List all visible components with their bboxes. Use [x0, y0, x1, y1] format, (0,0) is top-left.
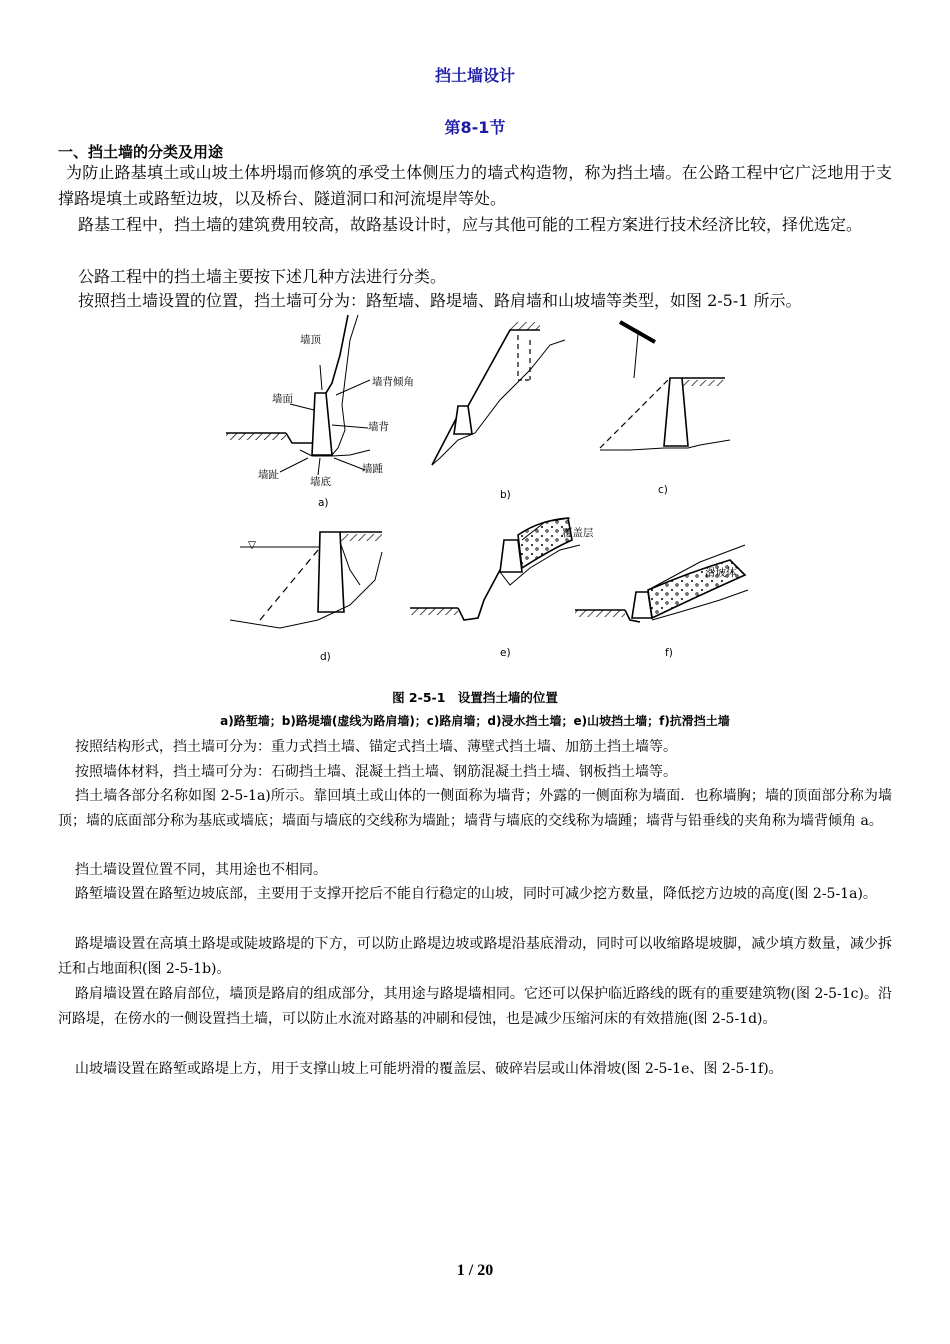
label-huapoti: 滑坡体	[705, 567, 737, 579]
page-number: 1 / 20	[456, 1262, 494, 1279]
figure-caption: 图 2-5-1 设置挡土墙的位置	[392, 690, 558, 705]
label-qiangbeiqingjiao: 墙背倾角	[372, 376, 414, 388]
paragraph-position: 按照挡土墙设置的位置，挡土墙可分为：路堑墙、路堤墙、路肩墙和山坡墙等类型，如图 2-5-1 所示。	[78, 291, 802, 310]
paragraph-intro: 为防止路基填土或山坡土体坍塌而修筑的承受土体侧压力的墙式构造物，称为挡土墙。在公路工程中它广泛地用于支撑路堤填土或路堑边坡，以及桥台、隧道洞口和河流堤岸等处。	[58, 163, 892, 208]
sub-label-e: e)	[500, 647, 511, 659]
label-qiangbei: 墙背	[368, 421, 389, 433]
diagram-c	[600, 322, 730, 450]
label-qiangdi: 墙底	[310, 476, 331, 488]
label-water-level: ▽	[248, 539, 257, 551]
label-qiangzhong: 墙踵	[362, 463, 383, 475]
paragraph-usage: 挡土墙设置位置不同，其用途也不相同。	[75, 862, 327, 878]
retaining-wall-figure	[200, 300, 780, 730]
sub-label-c: c)	[658, 484, 668, 496]
label-qiangzhi: 墙趾	[258, 469, 279, 481]
diagram-f	[575, 545, 748, 622]
sub-label-d: d)	[320, 651, 331, 663]
page-title: 挡土墙设计	[434, 66, 515, 85]
paragraph-embankment-wall: 路堤墙设置在高填土路堤或陡坡路堤的下方，可以防止路堤边坡或路堤沿基底滑动，同时可以收缩路堤坡脚，减少填方数量，减少拆迁和占地面积(图 2-5-1b)。	[58, 936, 892, 977]
section-title: 第8-1节	[444, 118, 506, 137]
paragraph-hillside-wall: 山坡墙设置在路堑或路堤上方，用于支撑山坡上可能坍滑的覆盖层、破碎岩层或山体滑坡(图 2-5-1e、图 2-5-1f)。	[75, 1061, 783, 1077]
paragraph-shoulder-wall: 路肩墙设置在路肩部位，墙顶是路肩的组成部分，其用途与路堤墙相同。它还可以保护临近路线的既有的重要建筑物(图 2-5-1c)。沿河路堤，在傍水的一侧设置挡土墙，可以防止水流对路基的冲刷和侵蚀，也是减少压缩河床的有效措施(图 2-5-1d)。	[58, 986, 892, 1027]
label-qiangding: 墙顶	[300, 334, 321, 346]
paragraph-classify: 公路工程中的挡土墙主要按下述几种方法进行分类。	[78, 267, 447, 286]
diagram-e	[410, 518, 580, 620]
label-fugaiceng: 覆盖层	[562, 527, 594, 539]
paragraph-parts: 挡土墙各部分名称如图 2-5-1a)所示。靠回填土或山体的一侧面称为墙背；外露的一侧面称为墙面．也称墙胸；墙的顶面部分称为墙顶；墙的底面部分称为基底或墙底；墙面与墙底的交线称为墙趾；墙背与墙底的交线称为墙踵；墙背与铅垂线的夹角称为墙背倾角 a。	[58, 788, 892, 829]
paragraph-structure: 按照结构形式，挡土墙可分为：重力式挡土墙、锚定式挡土墙、薄壁式挡土墙、加筋土挡土墙等。	[75, 739, 677, 755]
label-qiangmian: 墙面	[272, 393, 293, 405]
sub-label-b: b)	[500, 489, 511, 501]
figure-subcaption: a)路堑墙；b)路堤墙(虚线为路肩墙)；c)路肩墙；d)浸水挡土墙；e)山坡挡土墙；f)抗滑挡土墙	[220, 714, 730, 728]
section-heading: 一、挡土墙的分类及用途	[58, 143, 224, 161]
sub-label-f: f)	[665, 647, 673, 659]
diagram-b	[432, 322, 565, 465]
paragraph-cost: 路基工程中，挡土墙的建筑费用较高，故路基设计时，应与其他可能的工程方案进行技术经济比较，择优选定。	[78, 215, 863, 234]
diagram-a	[226, 315, 370, 475]
paragraph-material: 按照墙体材料，挡土墙可分为：石砌挡土墙、混凝土挡土墙、钢筋混凝土挡土墙、钢板挡土墙等。	[75, 764, 677, 780]
sub-label-a: a)	[318, 497, 329, 509]
paragraph-cutting-wall: 路堑墙设置在路堑边坡底部，主要用于支撑开挖后不能自行稳定的山坡，同时可减少挖方数量，降低挖方边坡的高度(图 2-5-1a)。	[75, 886, 877, 902]
